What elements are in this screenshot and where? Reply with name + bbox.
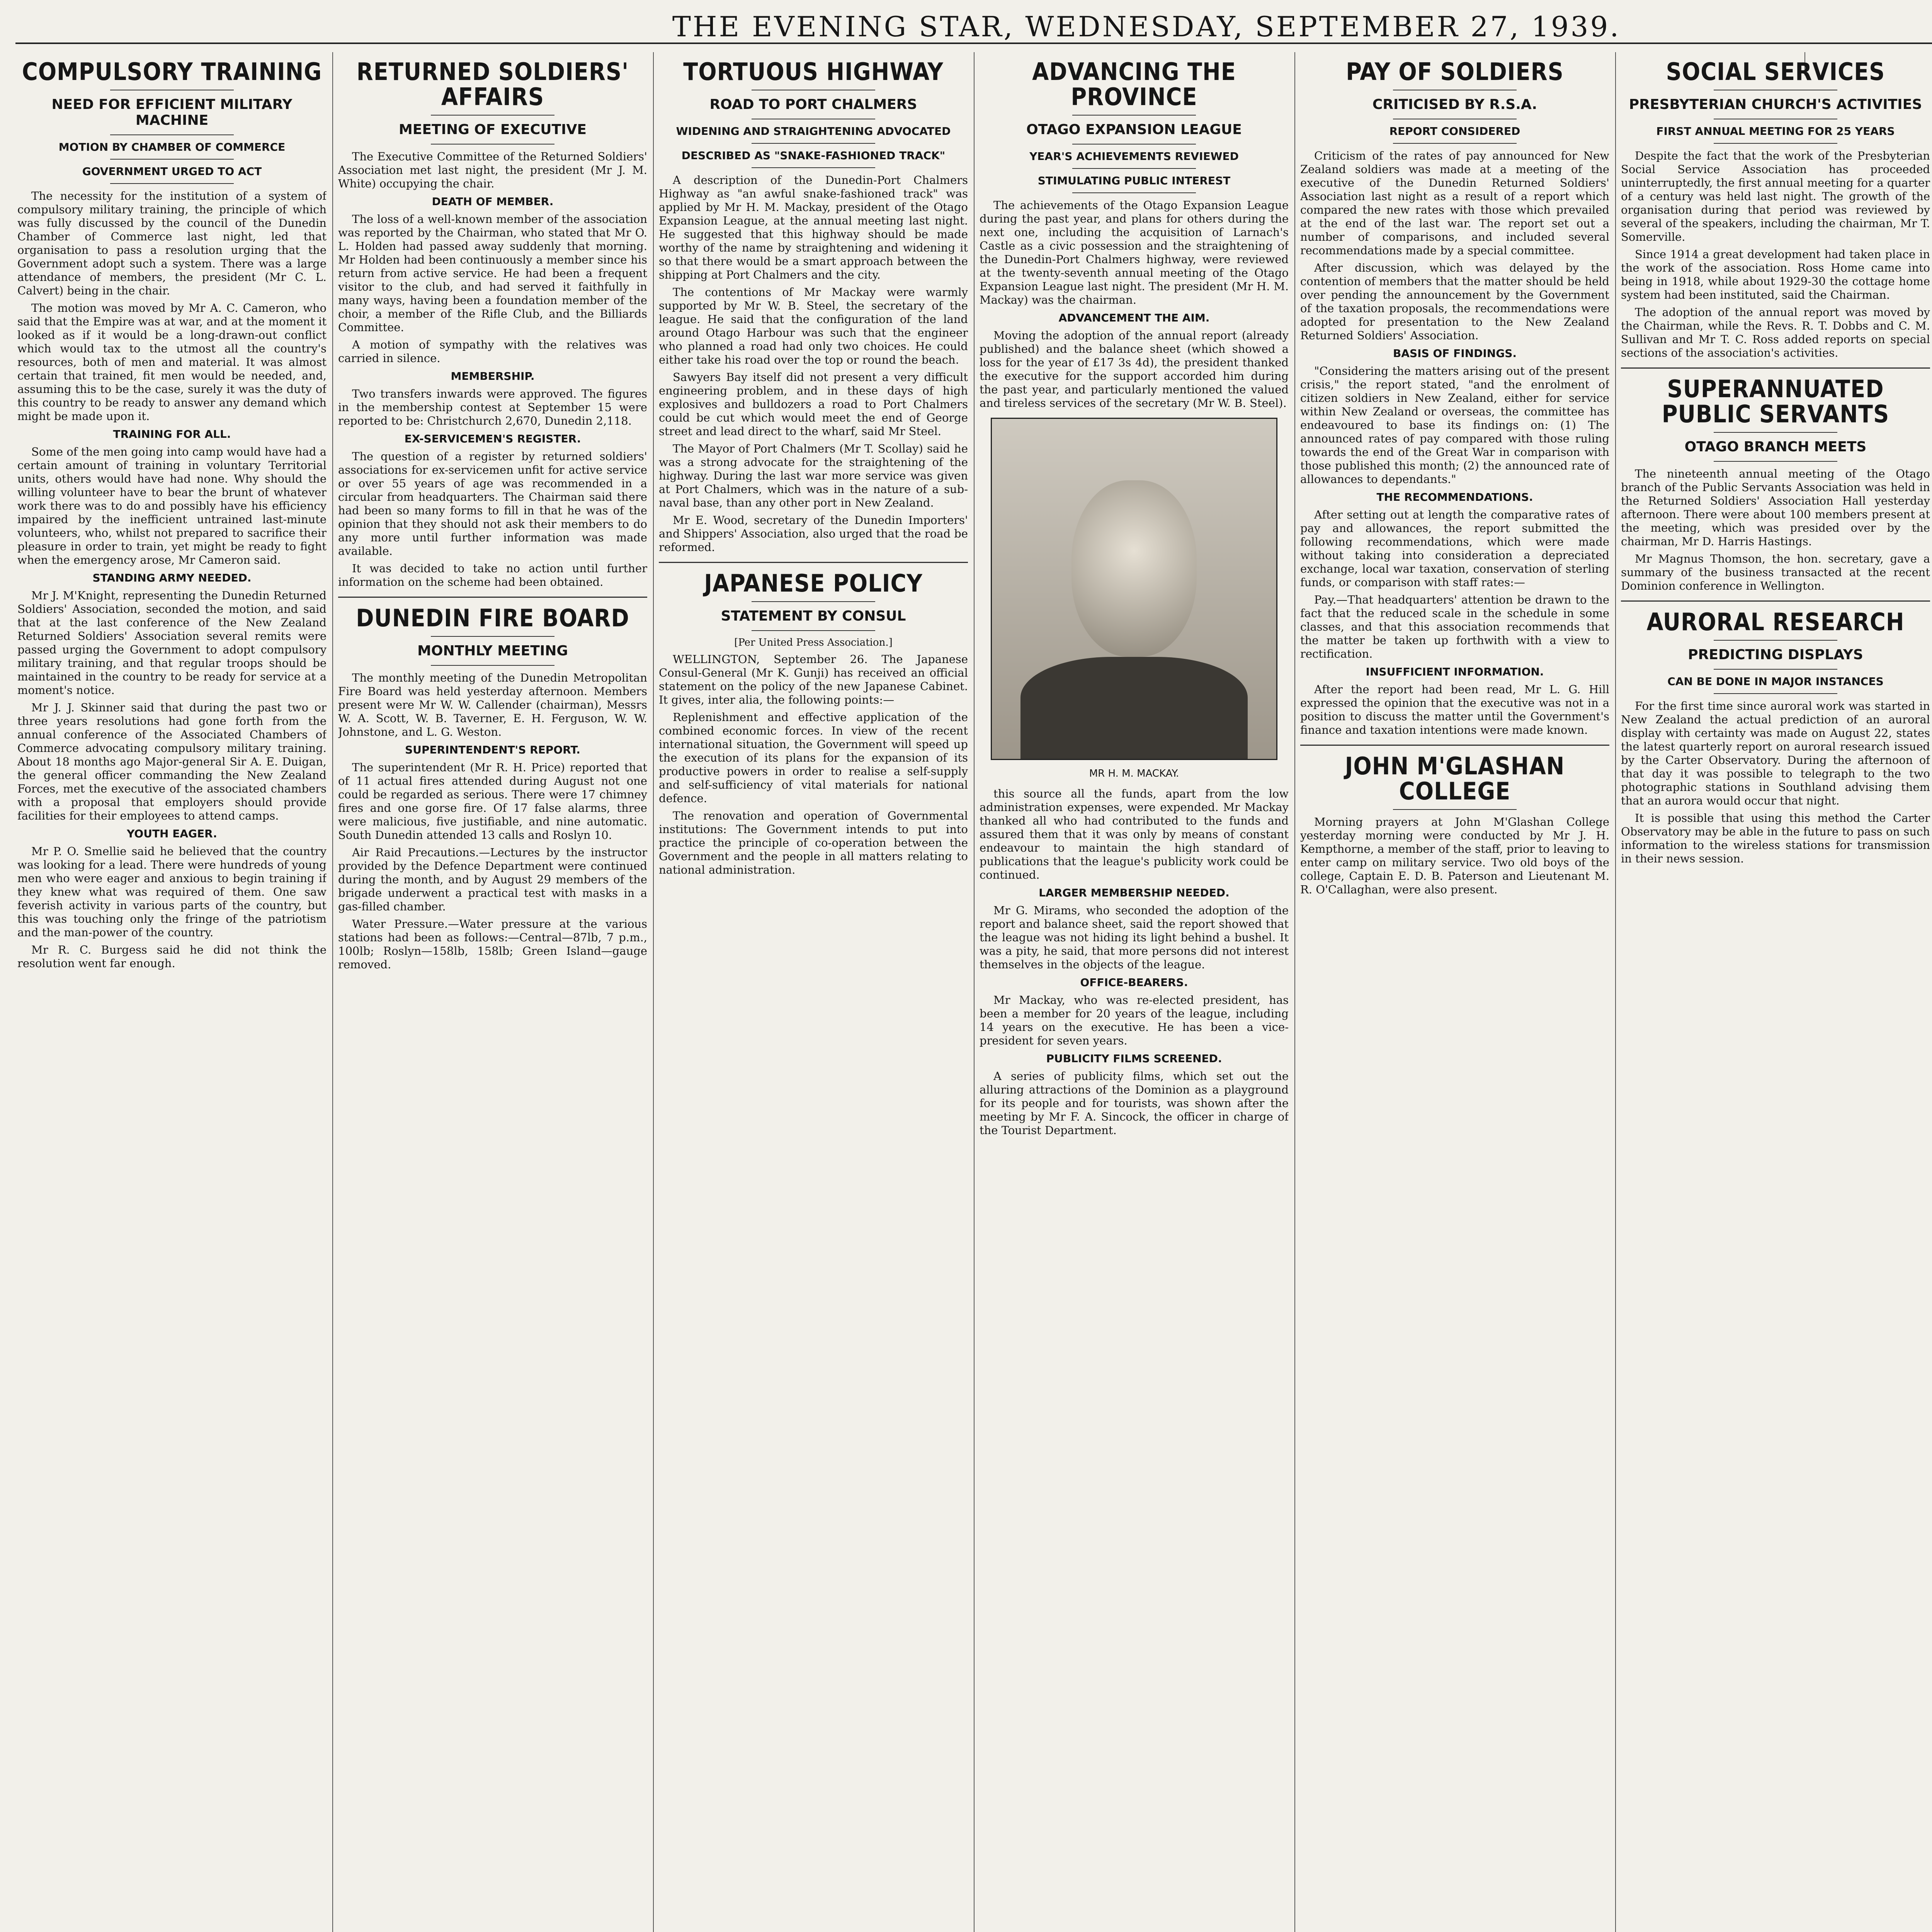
divider	[1072, 168, 1196, 169]
paragraph: For the first time since auroral work was started in New Zealand the actual prediction of an auroral display with certainty was made on August 22, states the latest quarterly report on auroral research issued by the Carter Observatory. During the afternoon of that day it was possible to telegraph to the two photographic stations in Southland advising them that an aurora would occur that night.	[1621, 699, 1930, 808]
section-heading: YOUTH EAGER.	[127, 827, 217, 840]
paragraph: "Considering the matters arising out of the present crisis," the report stated, "and the enrolment of citizen soldiers in New Zealand, either for service within New Zealand or overseas, the committee has endeavoured to base its findings on: (1) The announced rates of pay compared with those ruling towards the end of the Great War in comparison with those published this month; (2) the announced rate of allowances to dependants."	[1300, 364, 1609, 486]
subheadline: PREDICTING DISPLAYS	[1688, 647, 1863, 663]
article-advancing-province	[980, 52, 1289, 1932]
divider	[1714, 693, 1837, 694]
masthead-title: THE EVENING STAR, WEDNESDAY, SEPTEMBER 27, 1939.	[672, 10, 1621, 43]
divider	[431, 144, 554, 145]
divider	[1714, 461, 1837, 462]
divider	[338, 597, 647, 598]
divider	[1714, 143, 1837, 144]
divider	[110, 134, 234, 135]
paragraph: Since 1914 a great development had taken place in the work of the association. Ross Home came into being in 1918, while about 1929-30 the cottage home system had been instituted, said the Chairman.	[1621, 248, 1930, 302]
section-heading: OFFICE-BEARERS.	[1080, 976, 1188, 989]
paragraph: Morning prayers at John M'Glashan College yesterday morning were conducted by Mr J. H. Kempthorne, a member of the staff, prior to leaving to enter camp on military service. Two old boys of the college, Captain E. D. B. Paterson and Lieutenant M. R. O'Callaghan, were also present.	[1300, 815, 1609, 896]
section-heading: INSUFFICIENT INFORMATION.	[1366, 665, 1544, 679]
section-heading: PUBLICITY FILMS SCREENED.	[1046, 1052, 1222, 1065]
subheadline: MOTION BY CHAMBER OF COMMERCE	[58, 141, 286, 154]
divider	[431, 636, 554, 637]
article-compulsory-training	[17, 52, 327, 1932]
subheadline: FIRST ANNUAL MEETING FOR 25 YEARS	[1656, 125, 1895, 138]
paragraph: Pay.—That headquarters' attention be drawn to the fact that the reduced scale in the schedule in some classes, and that this association recommends that the matter be taken up forthwith with a view to rectification.	[1300, 593, 1609, 661]
paragraph: The loss of a well-known member of the association was reported by the Chairman, who stated that Mr O. L. Holden had passed away suddenly that morning. Mr Holden had been continuously a member since his return from active service. He had been a frequent visitor to the club, and had served it faithfully in many ways, having been a foundation member of the choir, a member of the Rifle Club, and the Billiards Committee.	[338, 213, 647, 334]
headline: AURORAL RESEARCH	[1646, 608, 1905, 636]
paragraph: The achievements of the Otago Expansion League during the past year, and plans for others during the next one, including the acquisition of Larnach's Castle as a civic possession and the straightening of the Dunedin-Port Chalmers highway, were reviewed at the twenty-seventh annual meeting of the Otago Expansion League last night. The president (Mr H. M. Mackay) was the chairman.	[980, 199, 1289, 307]
article-social-services	[1621, 52, 1930, 1932]
portrait-face	[1071, 480, 1197, 657]
subheadline: MONTHLY MEETING	[417, 643, 568, 659]
subheadline: MEETING OF EXECUTIVE	[399, 122, 587, 138]
subheadline: CRITICISED BY R.S.A.	[1372, 97, 1537, 113]
paragraph: Some of the men going into camp would have had a certain amount of training in voluntary Territorial units, others would have had none. Why should the willing volunteer have to bear the brunt of whatever work there was to do and possibly have his efficiency impaired by the inefficient untrained last-minute volunteers, who, whilst not prepared to sacrifice their pleasure in order to train, yet might be ready to fight when the emergency arose, Mr Cameron said.	[17, 445, 327, 567]
subheadline: ROAD TO PORT CHALMERS	[709, 97, 917, 113]
paragraph: A description of the Dunedin-Port Chalmers Highway as "an awful snake-fashioned track" was applied by Mr H. M. Mackay, president of the Otago Expansion League, at the annual meeting last night. He suggested that this highway should be made worthy of the name by straightening and widening it so that there would be a smart approach between the shipping at Port Chalmers and the city.	[659, 173, 968, 282]
article-pay-of-soldiers	[1300, 52, 1609, 1932]
paragraph: Mr Mackay, who was re-elected president, has been a member for 20 years of the league, including 14 years on the executive. He has been a vice-president for seven years.	[980, 993, 1289, 1048]
divider	[1714, 669, 1837, 670]
paragraph: It was decided to take no action until further information on the scheme had been obtained.	[338, 562, 647, 589]
subheadline: STATEMENT BY CONSUL	[721, 608, 906, 624]
paragraph: The renovation and operation of Governmental institutions: The Government intends to put into practice the principle of co-operation between the Government and the people in all matters relating to national administration.	[659, 809, 968, 877]
section-heading: DEATH OF MEMBER.	[432, 195, 554, 208]
paragraph: Mr G. Mirams, who seconded the adoption of the report and balance sheet, said the report showed that the league was not hiding its light behind a bushel. It was a pity, he said, that more persons did not interest themselves in the objects of the league.	[980, 904, 1289, 971]
divider	[1072, 144, 1196, 145]
headline: JAPANESE POLICY	[704, 569, 923, 598]
divider	[1393, 143, 1517, 144]
photo-caption: MR H. M. MACKAY.	[1089, 768, 1179, 780]
subheadline: PRESBYTERIAN CHURCH'S ACTIVITIES	[1629, 97, 1922, 113]
paragraph: The motion was moved by Mr A. C. Cameron, who said that the Empire was at war, and at the moment it looked as if it would be a long-drawn-out conflict which would tax to the utmost all the country's resources, both of men and material. It was almost certain that trained, fit men would be needed, and, assuming this to be the case, surely it was the duty of this country to be ready to answer any demand which might be made upon it.	[17, 301, 327, 423]
headline: COMPULSORY TRAINING	[22, 58, 322, 86]
paragraph: Mr J. J. Skinner said that during the past two or three years resolutions had gone forth from the annual conference of the Associated Chambers of Commerce advocating compulsory military training. About 18 months ago Major-general Sir A. E. Duigan, the general officer commanding the New Zealand Forces, met the executive of the associated chambers with a proposal that employers should provide facilities for their employees to attend camps.	[17, 701, 327, 823]
paragraph: Moving the adoption of the annual report (already published) and the balance sheet (which showed a loss for the year of £17 3s 4d), the president thanked the executive for the support accorded him during the past year, and particularly mentioned the valued and tireless services of the secretary (Mr W. B. Steel).	[980, 329, 1289, 410]
paragraph: After setting out at length the comparative rates of pay and allowances, the report submitted the following recommendations, which were made without taking into consideration a depreciated exchange, local war taxation, conservation of sterling funds, or comparison with staff rates:—	[1300, 508, 1609, 589]
subheadline: WIDENING AND STRAIGHTENING ADVOCATED	[676, 125, 951, 138]
divider	[431, 665, 554, 666]
subheadline: OTAGO BRANCH MEETS	[1684, 439, 1867, 455]
article-tortuous-highway	[659, 52, 968, 1932]
divider	[659, 562, 968, 563]
subheadline: CAN BE DONE IN MAJOR INSTANCES	[1667, 675, 1884, 688]
paragraph: Water Pressure.—Water pressure at the various stations had been as follows:—Central—87lb, 7 p.m., 100lb; Roslyn—158lb, 158lb; Green Island—gauge removed.	[338, 917, 647, 971]
divider	[1714, 640, 1837, 641]
divider	[1072, 115, 1196, 116]
paragraph: The superintendent (Mr R. H. Price) reported that of 11 actual fires attended during August not one could be regarded as serious. There were 17 chimney fires and one gorse fire. Of 17 false alarms, three were malicious, five justifiable, and nine automatic. South Dunedin attended 13 calls and Roslyn 10.	[338, 761, 647, 842]
divider	[431, 115, 554, 116]
headline: SOCIAL SERVICES	[1666, 58, 1885, 86]
portrait-photo	[991, 418, 1277, 760]
divider	[110, 159, 234, 160]
divider	[1714, 432, 1837, 433]
headline: PAY OF SOLDIERS	[1346, 58, 1564, 86]
paragraph: Mr Magnus Thomson, the hon. secretary, gave a summary of the business transacted at the recent Dominion conference in Wellington.	[1621, 552, 1930, 593]
subheadline: STIMULATING PUBLIC INTEREST	[1037, 174, 1231, 187]
headline: JOHN M'GLASHAN COLLEGE	[1345, 752, 1565, 806]
paragraph: Sawyers Bay itself did not present a very difficult engineering problem, and in these days of high explosives and bulldozers a road to Port Chalmers could be cut which would meet the end of George street and lead direct to the wharf, said Mr Steel.	[659, 371, 968, 438]
paragraph: The Mayor of Port Chalmers (Mr T. Scollay) said he was a strong advocate for the straightening of the highway. During the last war more service was given at Port Chalmers, which was in the nature of a sub-naval base, than any other port in New Zealand.	[659, 442, 968, 510]
subheadline: YEAR'S ACHIEVEMENTS REVIEWED	[1029, 150, 1239, 163]
column-rule	[1615, 52, 1616, 1932]
section-heading: MEMBERSHIP.	[451, 370, 535, 383]
paragraph: Mr P. O. Smellie said he believed that the country was looking for a lead. There were hundreds of young men who were eager and anxious to begin training if they knew what was required of them. One saw feverish activity in various parts of the country, but this was touching only the fringe of the patriotism and the man-power of the country.	[17, 845, 327, 939]
divider	[752, 630, 875, 631]
section-heading: BASIS OF FINDINGS.	[1393, 347, 1517, 360]
paragraph: A motion of sympathy with the relatives was carried in silence.	[338, 338, 647, 365]
portrait-jacket	[1020, 657, 1248, 759]
paragraph: WELLINGTON, September 26. The Japanese Consul-General (Mr K. Gunji) has received an official statement on the policy of the new Japanese Cabinet. It gives, inter alia, the following points:—	[659, 653, 968, 707]
column-rule	[1294, 52, 1295, 1932]
paragraph: The question of a register by returned soldiers' associations for ex-servicemen unfit for active service or over 55 years of age was recommended in a circular from headquarters. The Chairman said there had been so many forms to fill in that he was of the opinion that they should not ask their members to do any more until further information was made available.	[338, 450, 647, 558]
section-heading: ADVANCEMENT THE AIM.	[1058, 311, 1210, 325]
section-heading: STANDING ARMY NEEDED.	[92, 571, 252, 585]
subheadline: DESCRIBED AS "SNAKE-FASHIONED TRACK"	[681, 149, 946, 162]
headline: SUPERANNUATED PUBLIC SERVANTS	[1662, 375, 1889, 429]
section-heading: LARGER MEMBERSHIP NEEDED.	[1039, 886, 1230, 900]
paragraph: Two transfers inwards were approved. The figures in the membership contest at September 15 were reported to be: Christchurch 2,670, Dunedin 2,118.	[338, 387, 647, 428]
paragraph: The Executive Committee of the Returned Soldiers' Association met last night, the president (Mr J. M. White) occupying the chair.	[338, 150, 647, 190]
divider	[110, 183, 234, 184]
paragraph: Criticism of the rates of pay announced for New Zealand soldiers was made at a meeting of the executive of the Dunedin Returned Soldiers' Association last night as a result of a report which compared the new rates with those which prevailed at the end of the last war. The report set out a number of comparisons, and included several recommendations made by a special committee.	[1300, 149, 1609, 257]
paragraph: The monthly meeting of the Dunedin Metropolitan Fire Board was held yesterday afternoon. Members present were Mr W. W. Callender (chairman), Messrs W. A. Scott, W. B. Taverner, E. H. Ferguson, W. W. Johnstone, and L. G. Weston.	[338, 671, 647, 739]
paragraph: Mr E. Wood, secretary of the Dunedin Importers' and Shippers' Association, also urged that the road be reformed.	[659, 514, 968, 554]
column-rule	[974, 52, 975, 1932]
paragraph: The contentions of Mr Mackay were warmly supported by Mr W. B. Steel, the secretary of the league. He said that the configuration of the land around Otago Harbour was such that the engineer who planned a road had only two choices. He could either take his road over the top or round the beach.	[659, 286, 968, 367]
paragraph: this source all the funds, apart from the low administration expenses, were expended. Mr Mackay thanked all who had contributed to the funds and assured them that it was only by means of constant endeavour to maintain the high standard of publications that the league's publicity work could be continued.	[980, 787, 1289, 882]
article-returned-soldiers	[338, 52, 647, 1932]
masthead	[15, 6, 1932, 44]
paragraph: After the report had been read, Mr L. G. Hill expressed the opinion that the executive was not in a position to discuss the matter until the Government's finance and taxation intentions were made known.	[1300, 683, 1609, 737]
paragraph: The necessity for the institution of a system of compulsory military training, the principle of which was fully discussed by the council of the Dunedin Chamber of Commerce last night, led that organisation to pass a resolution urging that the Government adopt such a system. There was a large attendance of members, the president (Mr C. L. Calvert) being in the chair.	[17, 189, 327, 298]
divider	[752, 167, 875, 168]
section-heading: TRAINING FOR ALL.	[113, 428, 231, 441]
divider	[752, 143, 875, 144]
paragraph: Mr J. M'Knight, representing the Dunedin Returned Soldiers' Association, seconded the motion, and said that at the last conference of the New Zealand Returned Soldiers' Association several remits were passed urging the Government to adopt compulsory military training, and that regular troops should be maintained in the country to be ready for service at a moment's notice.	[17, 589, 327, 697]
paragraph: Despite the fact that the work of the Presbyterian Social Service Association has proceeded uninterruptedly, the first annual meeting for a quarter of a century was held last night. The growth of the organisation during that period was reviewed by several of the speakers, including the chairman, Mr T. Somerville.	[1621, 149, 1930, 244]
paragraph: Air Raid Precautions.—Lectures by the instructor provided by the Defence Department were continued during the month, and by August 29 members of the brigade underwent a practical test with masks in a gas-filled chamber.	[338, 846, 647, 913]
subheadline: REPORT CONSIDERED	[1389, 125, 1520, 138]
section-heading: EX-SERVICEMEN'S REGISTER.	[404, 432, 581, 446]
headline: DUNEDIN FIRE BOARD	[356, 604, 629, 633]
column-rule	[653, 52, 654, 1932]
subheadline: NEED FOR EFFICIENT MILITARY MACHINE	[51, 97, 293, 129]
paragraph: Replenishment and effective application of the combined economic forces. In view of the recent international situation, the Government will speed up the execution of its plans for the expansion of its productive powers in order to realise a self-supply and self-sufficiency of vital materials for national defence.	[659, 711, 968, 805]
paragraph: A series of publicity films, which set out the alluring attractions of the Dominion as a playground for its people and for tourists, was shown after the meeting by Mr F. A. Sincock, the officer in charge of the Tourist Department.	[980, 1070, 1289, 1137]
divider	[1621, 600, 1930, 602]
subheadline: OTAGO EXPANSION LEAGUE	[1026, 122, 1242, 138]
subheadline: GOVERNMENT URGED TO ACT	[82, 165, 262, 178]
column-rule	[332, 52, 333, 1932]
paragraph: The adoption of the annual report was moved by the Chairman, while the Revs. R. T. Dobbs and C. M. Sullivan and Mr T. C. Ross added reports on special sections of the association's activities.	[1621, 306, 1930, 360]
paragraph: It is possible that using this method the Carter Observatory may be able in the future to pass on such information to the wireless stations for transmission in their news session.	[1621, 811, 1930, 866]
divider	[752, 601, 875, 602]
divider	[1393, 809, 1517, 810]
wire-credit: [Per United Press Association.]	[734, 637, 893, 649]
headline: TORTUOUS HIGHWAY	[683, 58, 944, 86]
divider	[1072, 192, 1196, 193]
paragraph: Mr R. C. Burgess said he did not think the resolution went far enough.	[17, 943, 327, 970]
divider	[1300, 745, 1609, 746]
divider	[1621, 367, 1930, 369]
paragraph: The nineteenth annual meeting of the Otago branch of the Public Servants Association was held in the Returned Soldiers' Association Hall yesterday afternoon. There were about 100 members present at the meeting, which was presided over by the chairman, Mr D. Harris Hastings.	[1621, 467, 1930, 548]
headline: ADVANCING THE PROVINCE	[1032, 58, 1236, 111]
section-heading: SUPERINTENDENT'S REPORT.	[405, 743, 580, 757]
headline: RETURNED SOLDIERS' AFFAIRS	[356, 58, 629, 111]
paragraph: After discussion, which was delayed by the contention of members that the matter should be held over pending the announcement by the Government of the taxation proposals, the recommendations were adopted for presentation to the New Zealand Returned Soldiers' Association.	[1300, 261, 1609, 342]
section-heading: THE RECOMMENDATIONS.	[1376, 491, 1533, 504]
